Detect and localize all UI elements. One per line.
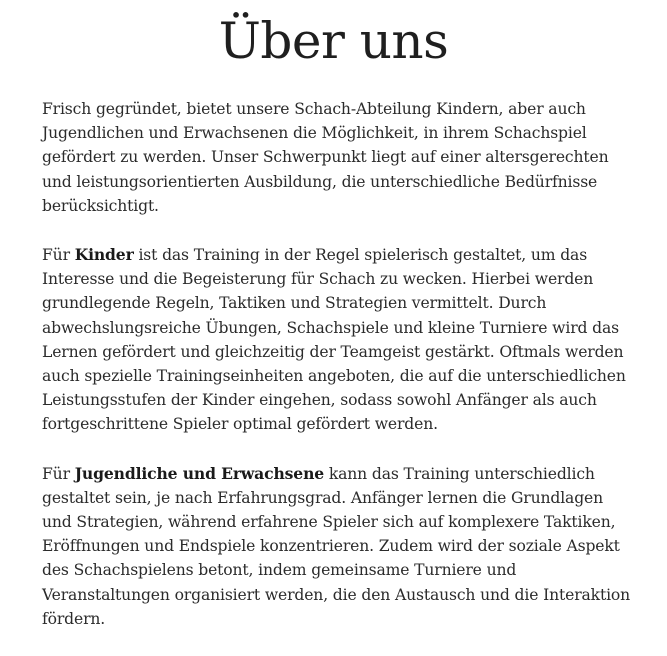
kinder-highlight: Kinder: [74, 245, 134, 265]
about-content: [42, 97, 632, 656]
kinder-prefix: Für: [42, 246, 75, 265]
page-title: Über uns: [218, 12, 449, 70]
kinder-text: ist das Training in der Regel spielerisch gestaltet, um das Interesse und die Begeisterung für Schach zu wecken. Hierbei werden grundlegende Regeln, Taktiken und Strategien vermittelt. Durch abwechslungsreiche Übungen, Schachspiele und kleine Turniere wird das Lernen gefördert und gleichzeitig der Teamgeist gestärkt. Oftmals werden auch spezielle Trainingseinheiten angeboten, die auf die unterschiedlichen Leistungsstufen der Kinder eingehen, sodass sowohl Anfänger als auch fortgeschrittene Spieler optimal gefördert werden.: [42, 246, 626, 434]
kinder-paragraph: [42, 243, 632, 437]
erwachsene-highlight: Jugendliche und Erwachsene: [74, 463, 325, 483]
erwachsene-prefix: Für: [42, 464, 75, 483]
intro-paragraph: Frisch gegründet, bietet unsere Schach-Abteilung Kindern, aber auch Jugendlichen und Erwachsenen die Möglichkeit, in ihrem Schachspiel gefördert zu werden. Unser Schwerpunkt liegt auf einer altersgerechten und leistungsorientierten Ausbildung, die unterschiedliche Bedürfnisse berücksichtigt.: [42, 100, 609, 215]
erwachsene-text: kann das Training unterschiedlich gestaltet sein, je nach Erfahrungsgrad. Anfänger lernen die Grundlagen und Strategien, während erfahrene Spieler sich auf komplexere Taktiken, Eröffnungen und Endspiele konzentrieren. Zudem wird der soziale Aspekt des Schachspielens betont, indem gemeinsame Turniere und Veranstaltungen organisiert werden, die den Austausch und die Interaktion fördern.: [42, 464, 631, 628]
erwachsene-paragraph: [42, 462, 632, 631]
